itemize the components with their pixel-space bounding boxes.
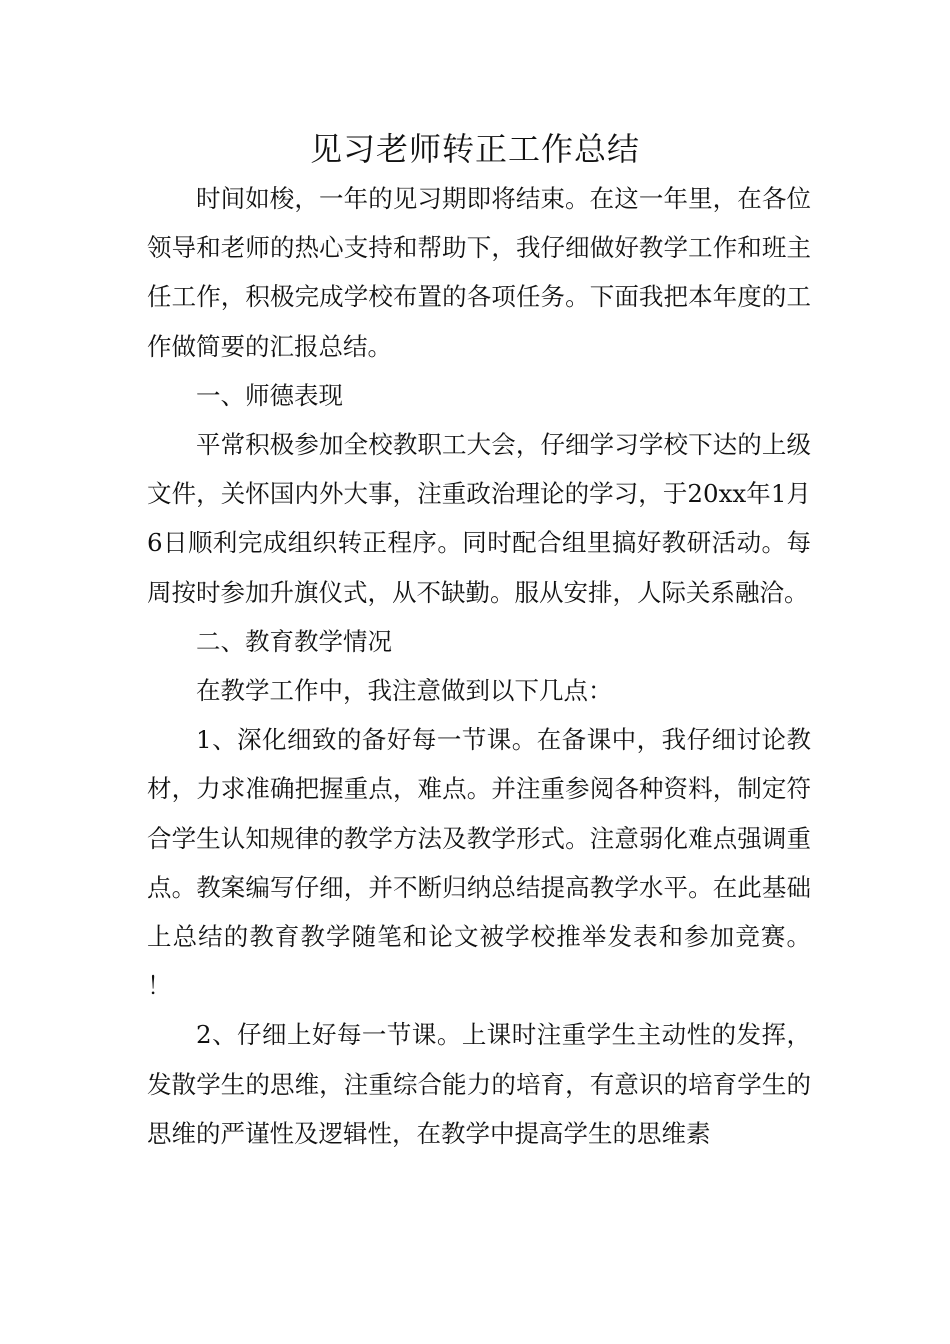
document-title: 见习老师转正工作总结 (309, 130, 640, 168)
intro-paragraph: 时间如梭，一年的见习期即将结束。在这一年里，在各位领导和老师的热心支持和帮助下，我仔细做好教学工作和班主任工作，积极完成学校布置的各项任务。下面我把本年度的工作做简要的汇报总结。 (147, 184, 811, 361)
section-heading-ethics: 一、师德表现 (196, 380, 343, 410)
teaching-point-1-paragraph: 1、深化细致的备好每一节课。在备课中，我仔细讨论教材，力求准确把握重点，难点。并注重参阅各种资料，制定符合学生认知规律的教学方法及教学形式。注意弱化难点强调重点。教案编写仔细，并不断归纳总结提高教学水平。在此基础上总结的教育教学随笔和论文被学校推举发表和参加竞赛。 ！ (147, 725, 811, 1001)
teaching-point-2-paragraph: 2、仔细上好每一节课。上课时注重学生主动性的发挥，发散学生的思维，注重综合能力的培育，有意识的培育学生的思维的严谨性及逻辑性，在教学中提高学生的思维素 (147, 1020, 811, 1148)
teaching-intro-paragraph: 在教学工作中，我注意做到以下几点： (196, 676, 613, 706)
document-body (147, 174, 811, 1158)
ethics-paragraph: 平常积极参加全校教职工大会，仔细学习学校下达的上级文件，关怀国内外大事，注重政治理论的学习，于20xx年1月6日顺利完成组织转正程序。同时配合组里搞好教研活动。每周按时参加升旗仪式，从不缺勤。服从安排，人际关系融洽。 (147, 430, 811, 607)
section-heading-teaching: 二、教育教学情况 (196, 626, 392, 656)
